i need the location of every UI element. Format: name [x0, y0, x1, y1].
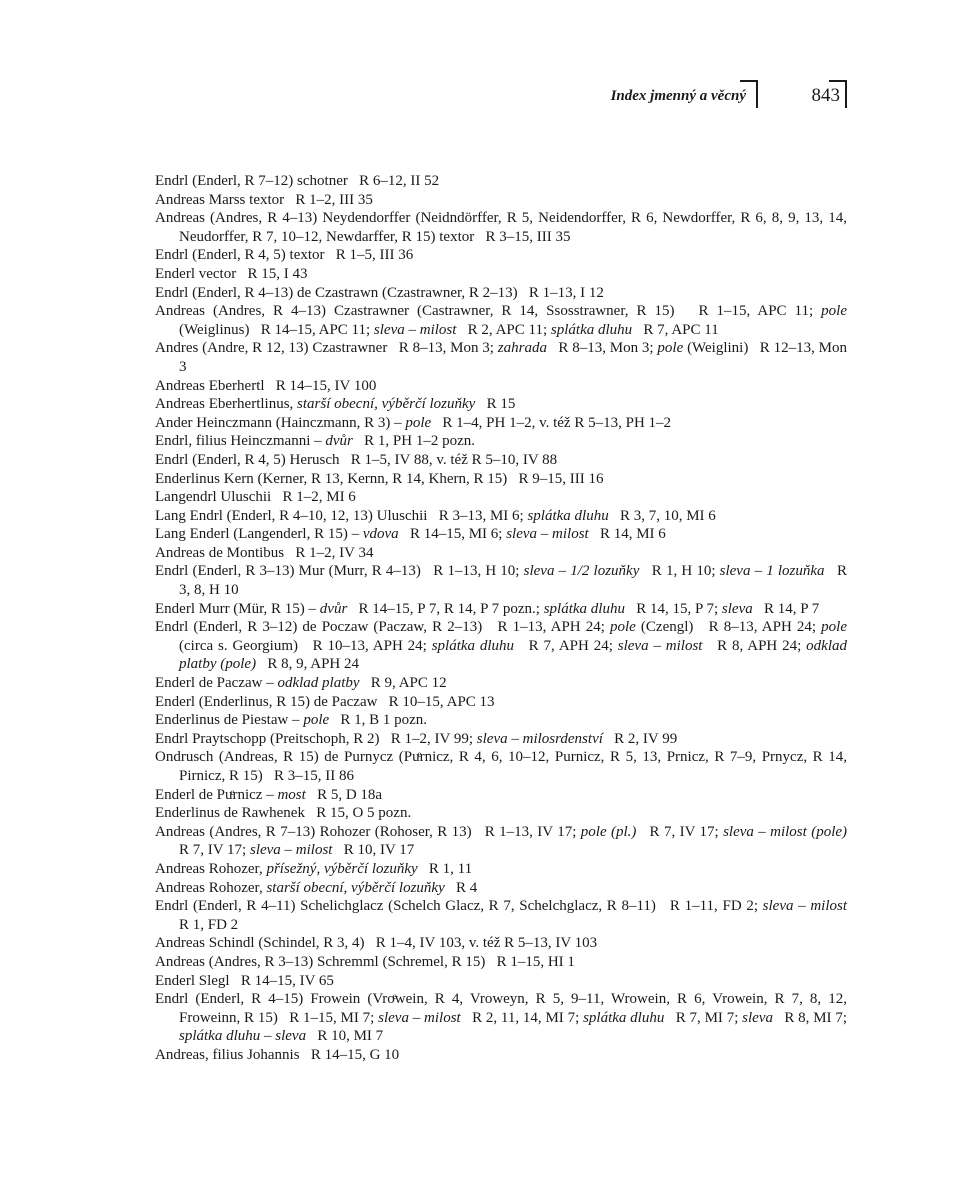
- entry-italic-term: sleva – milost (pole): [723, 823, 848, 840]
- header-corner-mark: [740, 80, 758, 108]
- entry-italic-term: přísežný, výběrčí lozuňky: [266, 860, 418, 877]
- entry-text: R 2, 11, 14, MI 7;: [460, 1009, 584, 1026]
- entry-text: R 4: [444, 879, 478, 896]
- index-entry: [155, 600, 847, 619]
- entry-text: Enderl Murr (Mür, R 15) –: [155, 600, 320, 617]
- entry-text: Enderlinus Kern (Kerner, R 13, Kernn, R 14, Khern, R 15) R 9–15, III 16: [155, 470, 604, 487]
- running-title: Index jmenný a věcný: [610, 88, 746, 104]
- entry-text: R 3, 8, H 10: [179, 563, 851, 599]
- index-entry: [155, 953, 847, 972]
- entry-text: Enderl de Paczaw –: [155, 675, 278, 692]
- entry-text: R 2, APC 11;: [456, 321, 551, 338]
- entry-italic-term: dvůr: [319, 600, 348, 617]
- index-entry: [155, 451, 847, 470]
- entry-text: R 5, D 18a: [305, 786, 383, 803]
- entry-italic-term: dvůr: [325, 433, 353, 450]
- entry-text: R 14, P 7: [752, 600, 820, 617]
- index-entry: [155, 879, 847, 898]
- page-number: 843: [811, 85, 840, 106]
- entry-italic-term: pole: [303, 712, 330, 729]
- entry-text: R 3, 7, 10, MI 6: [608, 507, 716, 524]
- entry-text: Andreas Rohozer,: [155, 860, 267, 877]
- entry-text: (Weiglinus) R 14–15, APC 11;: [179, 303, 851, 338]
- index-entry: [155, 284, 847, 303]
- entry-text: R 1, FD 2: [179, 898, 859, 933]
- entry-italic-term: sleva: [721, 600, 753, 617]
- entry-italic-term: splátka dluhu: [543, 600, 625, 617]
- entry-text: Endrl (Enderl, R 3–12) de Poczaw (Paczaw, R 2–13) R 1–13, APH 24;: [155, 619, 610, 636]
- entry-text: Enderl Slegl R 14–15, IV 65: [155, 972, 334, 989]
- entry-italic-term: sleva – milost: [762, 898, 847, 915]
- index-entry: [155, 525, 847, 544]
- entry-text: Andreas, filius Johannis R 14–15, G 10: [155, 1046, 400, 1063]
- entry-text: R 7, APC 11: [632, 321, 719, 338]
- entry-text: Andres (Andre, R 12, 13) Czastrawner R 8–13, Mon 3;: [155, 340, 498, 357]
- index-entry: [155, 934, 847, 953]
- index-entry: [155, 972, 847, 991]
- entry-text: Andreas Eberhertl R 14–15, IV 100: [155, 377, 377, 394]
- entry-text: Endrl (Enderl, R 3–13) Mur (Murr, R 4–13) R 1–13, H 10;: [155, 563, 524, 580]
- entry-text: R 8, 9, APH 24: [256, 656, 359, 673]
- entry-italic-term: splátka dluhu: [431, 637, 515, 654]
- entry-text: Andreas (Andres, R 4–13) Czastrawner (Castrawner, R 14, Ssosstrawner, R 15) R 1–15, APC 11;: [155, 303, 822, 320]
- index-entry: [155, 804, 847, 823]
- entry-text: Endrl (Enderl, R 4, 5) textor R 1–5, III 36: [155, 247, 414, 264]
- entry-text: R 7, IV 17;: [636, 823, 724, 840]
- entry-text: R 14, MI 6: [588, 526, 666, 543]
- entry-italic-term: splátka dluhu: [550, 321, 633, 338]
- entry-italic-term: most: [277, 786, 306, 803]
- entry-text: R 14–15, MI 6;: [398, 526, 507, 543]
- entry-italic-term: sleva – milost: [617, 637, 703, 654]
- entry-text: R 1, 11: [417, 860, 473, 877]
- index-entry: [155, 544, 847, 563]
- entry-italic-term: pole: [657, 340, 684, 357]
- entry-text: Endrl (Enderl, R 4–11) Schelichglacz (Schelch Glacz, R 7, Schelchglacz, R 8–11) R 1–11, FD 2;: [155, 898, 763, 915]
- entry-italic-term: sleva – milosrdenství: [476, 730, 603, 747]
- entry-text: R 1, B 1 pozn.: [329, 712, 428, 729]
- entry-italic-term: pole (pl.): [580, 823, 637, 840]
- entry-text: Endrl, filius Heinczmanni –: [155, 433, 326, 450]
- index-entry: [155, 693, 847, 712]
- index-entry: [155, 246, 847, 265]
- index-entry: [155, 302, 851, 339]
- index-entry: [155, 172, 847, 191]
- entry-italic-term: pole: [821, 619, 847, 636]
- entry-text: Enderlinus de Rawhenek R 15, O 5 pozn.: [155, 805, 412, 822]
- entry-text: (Czengl) R 8–13, APH 24;: [635, 619, 822, 636]
- entry-text: Andreas Marss textor R 1–2, III 35: [155, 191, 373, 208]
- entry-text: R 14, 15, P 7;: [624, 600, 722, 617]
- index-entry: [155, 265, 847, 284]
- page-number-corner-mark: [829, 80, 847, 108]
- index-entry: [155, 339, 851, 376]
- index-entry: [155, 674, 847, 693]
- entry-text: R 7, MI 7;: [664, 1009, 743, 1026]
- entry-text: R 8, MI 7;: [773, 1009, 851, 1026]
- entry-text: Enderl (Enderlinus, R 15) de Paczaw R 10–15, APC 13: [155, 693, 495, 710]
- index-entry: [155, 823, 859, 860]
- index-entry: [155, 562, 851, 599]
- index-entry: [155, 507, 847, 526]
- index-entry: [155, 897, 859, 934]
- entry-text: Endrl (Enderl, R 4–15) Frowein (Vroͤwein, R 4, Vroweyn, R 5, 9–11, Wrowein, R 6, Vrowein, R 7, 8, 12, Froweinn, R 15) R 1–15, MI 7;: [155, 991, 851, 1026]
- entry-italic-term: odklad platby: [277, 675, 360, 692]
- index-entry: [155, 488, 847, 507]
- entry-text: R 8, APH 24;: [702, 637, 807, 654]
- index-entry: [155, 209, 851, 246]
- index-entry: [155, 395, 847, 414]
- entry-text: R 9, APC 12: [359, 675, 447, 692]
- entry-italic-term: sleva – milost: [373, 321, 457, 338]
- entry-text: Enderlinus de Piestaw –: [155, 712, 304, 729]
- entry-text: Enderl vector R 15, I 43: [155, 265, 308, 282]
- entry-text: R 1–4, PH 1–2, v. též R 5–13, PH 1–2: [431, 414, 672, 431]
- entry-text: Andreas Schindl (Schindel, R 3, 4) R 1–4, IV 103, v. též R 5–13, IV 103: [155, 935, 598, 952]
- entry-text: Endrl (Enderl, R 7–12) schotner R 6–12, II 52: [155, 173, 440, 189]
- entry-italic-term: pole: [405, 414, 432, 431]
- entry-text: Langendrl Uluschii R 1–2, MI 6: [155, 489, 356, 506]
- entry-text: Enderl de Puͤrnicz –: [155, 786, 278, 803]
- entry-text: R 1, H 10;: [639, 563, 720, 580]
- entry-italic-term: splátka dluhu: [583, 1009, 665, 1026]
- entry-text: Ondrusch (Andreas, R 15) de Purnycz (Puͤrnicz, R 4, 6, 10–12, Purnicz, R 5, 13, Prnicz, R 7–9, Prnycz, R 14, Pirnicz, R 15) R 3–15, II 86: [155, 749, 851, 784]
- entry-italic-term: pole: [821, 303, 847, 320]
- index-entry: [155, 860, 847, 879]
- index-entry: [155, 711, 847, 730]
- entry-text: Lang Endrl (Enderl, R 4–10, 12, 13) Uluschii R 3–13, MI 6;: [155, 507, 528, 524]
- index-entry: [155, 748, 851, 785]
- entry-italic-term: sleva – 1/2 lozuňky: [523, 563, 640, 580]
- entry-text: (circa s. Georgium) R 10–13, APH 24;: [179, 619, 851, 654]
- index-entry: [155, 730, 847, 749]
- index-entry: [155, 432, 847, 451]
- entry-italic-term: starší obecní, výběrčí lozuňky: [297, 396, 476, 413]
- entry-text: R 15: [475, 396, 516, 413]
- index-entry: [155, 377, 847, 396]
- entry-italic-term: vdova: [362, 526, 399, 543]
- entry-text: R 14–15, P 7, R 14, P 7 pozn.;: [347, 600, 544, 617]
- entry-text: Andreas (Andres, R 4–13) Neydendorffer (Neidndörffer, R 5, Neidendorffer, R 6, Newdorffer, R 6, 8, 9, 13, 14, Neudorffer, R 7, 10–12, Newdarffer, R 15) textor R 3–15, III 35: [155, 210, 851, 245]
- entry-text: (Weiglini) R 12–13, Mon 3: [179, 340, 851, 375]
- entry-text: Andreas (Andres, R 3–13) Schremml (Schremel, R 15) R 1–15, HI 1: [155, 953, 575, 970]
- index-entry: [155, 191, 847, 210]
- index-entry: [155, 990, 851, 1046]
- entry-text: R 7, IV 17;: [179, 823, 859, 859]
- entry-italic-term: sleva: [742, 1009, 773, 1026]
- entry-text: R 8–13, Mon 3;: [546, 340, 658, 357]
- entry-text: R 2, IV 99: [602, 730, 678, 747]
- entry-text: R 1, PH 1–2 pozn.: [352, 433, 475, 450]
- entry-text: Andreas Rohozer,: [155, 879, 267, 896]
- entry-italic-term: splátka dluhu – sleva: [179, 1028, 307, 1045]
- entry-text: Endrl (Enderl, R 4, 5) Herusch R 1–5, IV 88, v. též R 5–10, IV 88: [155, 451, 558, 468]
- entry-text: Andreas de Montibus R 1–2, IV 34: [155, 544, 374, 561]
- entry-text: R 10, IV 17: [332, 842, 415, 859]
- entry-text: Endrl Praytschopp (Preitschoph, R 2) R 1–2, IV 99;: [155, 730, 477, 747]
- entry-italic-term: pole: [609, 619, 636, 636]
- entry-italic-term: starší obecní, výběrčí lozuňky: [266, 879, 445, 896]
- entry-italic-term: odklad platby (pole): [179, 637, 851, 673]
- index-entry: [155, 618, 851, 674]
- entry-italic-term: sleva – 1 lozuňka: [719, 563, 825, 580]
- entry-text: Andreas (Andres, R 7–13) Rohozer (Rohoser, R 13) R 1–13, IV 17;: [155, 823, 581, 840]
- entry-italic-term: zahrada: [497, 340, 547, 357]
- entry-italic-term: sleva – milost: [249, 842, 333, 859]
- entry-text: R 7, APH 24;: [514, 637, 618, 654]
- entry-text: Lang Enderl (Langenderl, R 15) –: [155, 526, 363, 543]
- index-entry: [155, 786, 847, 805]
- index-entry: [155, 1046, 847, 1065]
- index-list: [155, 172, 859, 1065]
- index-entry: [155, 470, 847, 489]
- entry-text: Endrl (Enderl, R 4–13) de Czastrawn (Czastrawner, R 2–13) R 1–13, I 12: [155, 284, 604, 301]
- entry-italic-term: sleva – milost: [378, 1009, 461, 1026]
- entry-text: R 10, MI 7: [306, 1028, 384, 1045]
- index-entry: [155, 414, 847, 433]
- entry-text: Ander Heinczmann (Hainczmann, R 3) –: [155, 414, 406, 431]
- entry-italic-term: splátka dluhu: [527, 507, 609, 524]
- entry-text: Andreas Eberhertlinus,: [155, 396, 298, 413]
- entry-italic-term: sleva – milost: [506, 526, 589, 543]
